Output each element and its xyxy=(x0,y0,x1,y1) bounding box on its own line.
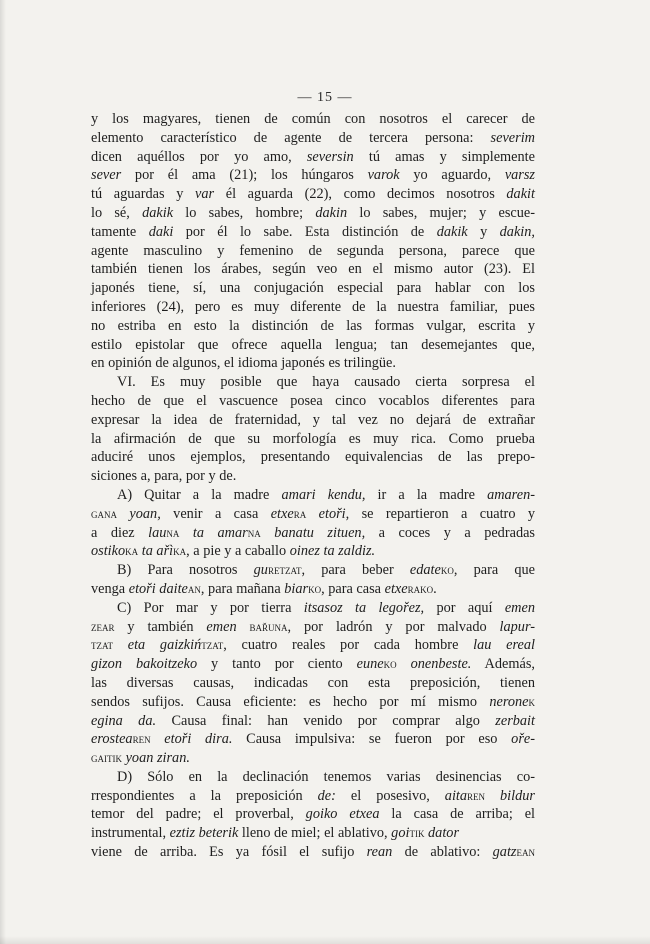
italic-run: erostea xyxy=(91,731,133,748)
text-line xyxy=(91,392,535,411)
small-caps-run: tzat xyxy=(201,637,224,653)
italic-run: daki xyxy=(148,223,174,240)
italic-run: ostiko xyxy=(91,543,126,560)
italic-run: severim xyxy=(490,129,535,146)
text-run: no estriba en esto la distinción de las formas vulgar, escrita y xyxy=(91,317,535,334)
small-caps-run: ko xyxy=(383,656,397,672)
text-run: y también xyxy=(114,618,207,635)
text-run: Además, xyxy=(471,656,535,673)
italic-run: seversin xyxy=(306,148,354,165)
text-line xyxy=(91,242,535,261)
text-run: agente masculino y femenino de segunda persona, parece que xyxy=(91,242,535,259)
text-line xyxy=(91,467,535,486)
italic-run: lau xyxy=(148,524,167,541)
small-caps-run: gana xyxy=(91,505,117,521)
italic-run: yoan, xyxy=(129,505,161,522)
text-line xyxy=(91,787,535,806)
text-run: , cuatro reales por cada hombre xyxy=(223,637,474,654)
text-run: el posesivo, xyxy=(335,787,445,804)
text-line xyxy=(91,505,535,524)
italic-run: eztiz beterik xyxy=(169,825,239,842)
text-run: estilo epistolar que ofrece aquella lengua; tan desemejantes que, xyxy=(91,336,535,353)
text-line xyxy=(91,129,535,148)
italic-run: lapur- xyxy=(499,618,535,635)
text-run: japonés tiene, sí, una conjugación especial para hablar con los xyxy=(91,280,535,297)
italic-run: emen xyxy=(206,618,237,635)
text-run: tú amas y simplemente xyxy=(353,148,535,165)
text-run: C) Por mar y por tierra xyxy=(117,599,304,616)
text-line xyxy=(91,599,535,618)
text-line xyxy=(91,185,535,204)
italic-run: de: xyxy=(317,787,336,804)
italic-run: etxea xyxy=(349,806,380,823)
small-caps-run: rako xyxy=(407,580,434,596)
text-run: y los magyares, tienen de común con nosotros el carecer de xyxy=(91,111,535,127)
text-line xyxy=(91,148,535,167)
small-caps-run: na xyxy=(247,524,261,540)
italic-run: egina da. xyxy=(91,712,157,729)
text-line xyxy=(91,824,535,843)
text-line xyxy=(91,843,535,862)
text-run: D) Sólo en la declinación tenemos varias desinencias co- xyxy=(117,768,535,785)
italic-run: goiko xyxy=(305,806,338,823)
italic-run: nerone xyxy=(489,693,529,710)
text-line xyxy=(91,373,535,392)
text-run: a coces y a pedradas xyxy=(365,524,535,541)
text-line xyxy=(91,693,535,712)
text-run: expresar la idea de fraternidad, y tal vez no dejará de extrañar xyxy=(91,411,535,428)
italic-run: etoři, xyxy=(318,505,350,522)
italic-run: amaren- xyxy=(487,486,535,503)
text-run xyxy=(261,525,275,541)
small-caps-run: ka xyxy=(173,543,187,559)
italic-run: eta gaizkiń xyxy=(127,637,202,654)
text-line xyxy=(91,655,535,674)
body-text xyxy=(91,110,535,862)
text-run: , a pie y a caballo xyxy=(186,543,290,560)
italic-run: varok xyxy=(367,167,400,184)
text-run: , para beber xyxy=(301,562,410,579)
small-caps-run: tzat xyxy=(91,637,113,653)
italic-run: etxe xyxy=(270,505,294,522)
text-run xyxy=(485,788,500,804)
italic-run: dakin xyxy=(315,204,348,221)
small-caps-run: tik xyxy=(409,825,425,841)
italic-run: gizon bakoitzeko xyxy=(91,656,198,673)
text-run: a diez xyxy=(91,524,149,541)
text-line xyxy=(91,166,535,185)
text-run: lo sabes, hombre; xyxy=(173,204,316,221)
page-bottom-shadow xyxy=(0,936,650,944)
italic-run: itsasoz ta legořez, xyxy=(303,599,425,616)
text-run: se repartieron a cuatro y xyxy=(349,505,536,522)
small-caps-run: na xyxy=(166,524,180,540)
small-caps-run: ra xyxy=(293,505,307,521)
text-run: , por ladrón y por malvado xyxy=(287,618,500,635)
text-run: venga xyxy=(91,580,129,597)
text-run: por aquí xyxy=(424,599,505,616)
text-line xyxy=(91,636,535,655)
italic-run: bildur xyxy=(500,787,535,804)
text-run: tamente xyxy=(91,223,149,240)
text-run xyxy=(306,506,318,522)
text-line xyxy=(91,430,535,449)
page-number: — 15 — xyxy=(297,90,353,105)
text-run: y tanto por ciento xyxy=(197,656,357,673)
text-line xyxy=(91,110,535,129)
small-caps-run: gaitik xyxy=(91,750,122,766)
italic-run: emen xyxy=(504,599,535,616)
text-run: él aguarda (22), como decimos nosotros xyxy=(214,186,507,203)
text-line xyxy=(91,336,535,355)
text-line xyxy=(91,805,535,824)
text-run: la casa de arriba; el xyxy=(379,806,536,823)
italic-run: ta ařì xyxy=(141,543,174,560)
text-line xyxy=(91,712,535,731)
small-caps-run: ka xyxy=(125,543,139,559)
italic-run: banatu zituen, xyxy=(274,524,366,541)
small-caps-run: retzat xyxy=(267,562,302,578)
italic-run: yoan ziran. xyxy=(125,750,190,767)
text-line xyxy=(91,486,535,505)
italic-run: amari kendu, xyxy=(281,486,366,503)
text-run: también tienen los árabes, según veo en el mismo autor (23). El xyxy=(91,261,535,278)
page-left-shadow xyxy=(0,0,6,944)
text-run: inferiores (24), pero es muy diferente de la nuestra familiar, pues xyxy=(91,298,535,315)
text-run: instrumental, xyxy=(91,825,170,842)
text-run: B) Para nosotros xyxy=(117,562,254,579)
italic-run: rean xyxy=(366,844,393,861)
text-run: Causa impulsiva: se fueron por eso xyxy=(232,731,512,748)
italic-run: gatz xyxy=(492,844,517,861)
text-line xyxy=(91,411,535,430)
italic-run: varsz xyxy=(504,167,535,184)
italic-run: lau ereal xyxy=(473,637,535,654)
text-run xyxy=(151,731,165,747)
text-run xyxy=(117,506,129,522)
small-caps-run: an xyxy=(187,580,201,596)
text-run: por él ama (21); los húngaros xyxy=(121,167,368,184)
text-line xyxy=(91,730,535,749)
italic-run: eune xyxy=(356,656,384,673)
text-run: hecho de que el vascuence posea cinco vocablos diferentes para xyxy=(91,392,535,409)
small-caps-run: ean xyxy=(516,844,535,860)
small-caps-run: ren xyxy=(467,787,486,803)
text-run: lo sabes, mujer; y escue- xyxy=(347,204,535,221)
text-line xyxy=(91,260,535,279)
small-caps-run: bařuna xyxy=(249,618,288,634)
italic-run: dakik xyxy=(436,223,468,240)
text-run: VI. Es muy posible que haya causado cierta sorpresa el xyxy=(117,374,535,391)
italic-run: gu xyxy=(253,562,268,579)
text-run: Causa final: han venido por comprar algo xyxy=(156,712,496,729)
text-run xyxy=(337,806,349,822)
text-run: sendos sufijos. Causa eficiente: es hecho por mí mismo xyxy=(91,693,490,710)
italic-run: etxe xyxy=(384,580,408,597)
text-run: viene de arriba. Es ya fósil el sufijo xyxy=(91,844,367,861)
text-line xyxy=(91,561,535,580)
italic-run: dakit xyxy=(506,186,535,203)
text-run: , para que xyxy=(453,562,535,579)
italic-run: biar xyxy=(284,580,309,597)
italic-run: zerbait xyxy=(495,712,535,729)
text-run xyxy=(113,637,128,653)
text-run: tú aguardas y xyxy=(91,186,196,203)
small-caps-run: k xyxy=(528,693,535,709)
text-line xyxy=(91,674,535,693)
italic-run: sever xyxy=(91,167,122,184)
text-run: ir a la madre xyxy=(365,486,488,503)
text-line xyxy=(91,223,535,242)
text-run: yo aguardo, xyxy=(399,167,505,184)
text-run: las diversas causas, indicadas con esta preposición, tienen xyxy=(91,674,535,691)
italic-run: edate xyxy=(409,562,441,579)
text-run: en opinión de algunos, el idioma japonés es trilingüe. xyxy=(91,355,396,372)
italic-run: dakik xyxy=(142,204,174,221)
text-line xyxy=(91,354,535,373)
text-run: rrespondientes a la preposición xyxy=(91,787,318,804)
text-run: lleno de miel; el ablativo, xyxy=(238,825,392,842)
text-run: . xyxy=(433,580,437,597)
text-run: lo sé, xyxy=(91,204,143,221)
text-run: venir a casa xyxy=(160,505,271,522)
italic-run: goi xyxy=(391,825,410,842)
text-line xyxy=(91,448,535,467)
italic-run: etoři daite xyxy=(128,580,188,597)
italic-run: var xyxy=(195,186,215,203)
text-line xyxy=(91,204,535,223)
text-line xyxy=(91,618,535,637)
italic-run: onenbeste. xyxy=(410,656,472,673)
text-run: aduciré unos ejemplos, presentando equivalencias de las prepo- xyxy=(91,449,535,466)
text-run: dicen aquéllos por yo amo, xyxy=(91,148,307,165)
text-line xyxy=(91,298,535,317)
italic-run: oře- xyxy=(511,731,535,748)
text-line xyxy=(91,580,535,599)
text-run xyxy=(179,525,193,541)
text-line xyxy=(91,279,535,298)
text-line xyxy=(91,317,535,336)
italic-run: aita xyxy=(444,787,468,804)
text-run xyxy=(237,619,250,635)
small-caps-run: zear xyxy=(91,618,115,634)
italic-run: dator xyxy=(428,825,460,842)
text-run: por él lo sabe. Esta distinción de xyxy=(173,223,437,240)
small-caps-run: ko xyxy=(308,580,322,596)
text-run: la afirmación de que su morfología es muy rica. Como prueba xyxy=(91,430,535,447)
italic-run: oinez ta zaldiz. xyxy=(289,543,376,560)
text-run xyxy=(397,656,411,672)
text-run: , para mañana xyxy=(200,580,285,597)
text-run: y xyxy=(467,223,500,240)
text-run: , para casa xyxy=(321,580,385,597)
text-run: A) Quitar a la madre xyxy=(117,486,282,503)
italic-run: dakin, xyxy=(499,223,535,240)
small-caps-run: ko xyxy=(440,562,454,578)
text-line xyxy=(91,542,535,561)
text-line xyxy=(91,524,535,543)
text-run: siciones a, para, por y de. xyxy=(91,468,237,485)
text-line xyxy=(91,749,535,768)
text-line xyxy=(91,768,535,787)
text-run: temor del padre; el proverbal, xyxy=(91,806,306,823)
text-run: elemento característico de agente de tercera persona: xyxy=(91,129,491,146)
text-run: de ablativo: xyxy=(392,844,493,861)
italic-run: ta amar xyxy=(192,524,248,541)
small-caps-run: ren xyxy=(132,731,151,747)
italic-run: etoři dira. xyxy=(164,731,233,748)
